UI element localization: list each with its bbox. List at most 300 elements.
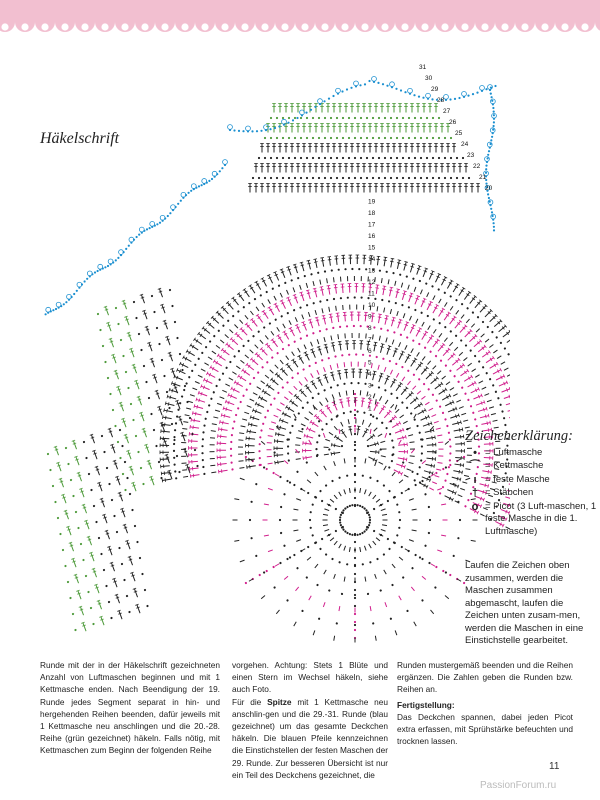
tall-stitch bbox=[129, 348, 135, 358]
chain-dot bbox=[346, 325, 348, 327]
chain-dot bbox=[265, 291, 268, 294]
single-stitch bbox=[422, 322, 424, 326]
scallop-dot bbox=[341, 23, 348, 30]
single-stitch bbox=[204, 363, 208, 366]
round-number-label: 9 bbox=[368, 313, 372, 321]
single-stitch bbox=[427, 361, 430, 365]
tall-stitch bbox=[393, 468, 403, 475]
chain-dot bbox=[338, 269, 340, 271]
tall-stitch bbox=[296, 144, 300, 153]
single-stitch bbox=[344, 489, 346, 494]
chain-dot bbox=[457, 537, 460, 540]
chain-dot bbox=[294, 157, 296, 159]
chain-dot bbox=[266, 361, 269, 364]
chain-dot bbox=[203, 473, 206, 476]
round-number-label: 18 bbox=[368, 210, 376, 217]
chain-dot bbox=[464, 344, 467, 347]
chain-dot bbox=[492, 129, 494, 131]
chain-dot bbox=[259, 443, 261, 445]
chain-dot bbox=[278, 125, 280, 127]
chain-dot bbox=[470, 405, 473, 408]
tall-stitch bbox=[497, 325, 506, 334]
chain-dot bbox=[190, 190, 192, 192]
chain-dot bbox=[191, 433, 194, 436]
single-stitch bbox=[309, 596, 312, 600]
chain-dot bbox=[346, 531, 349, 534]
chain-dot bbox=[97, 270, 99, 272]
chain-dot bbox=[266, 409, 269, 412]
tall-stitch bbox=[502, 330, 510, 338]
single-stitch bbox=[317, 339, 319, 344]
chain-dot bbox=[259, 294, 262, 297]
tall-stitch bbox=[308, 184, 312, 193]
chain-dot bbox=[179, 353, 182, 356]
single-stitch bbox=[411, 349, 413, 353]
tall-stitch bbox=[403, 354, 411, 364]
tall-stitch bbox=[280, 300, 287, 310]
chain-dot bbox=[428, 506, 431, 509]
chain-dot bbox=[426, 117, 428, 119]
scallop-dot bbox=[321, 23, 328, 30]
single-stitch bbox=[313, 630, 315, 635]
tall-stitch bbox=[447, 407, 457, 414]
chain-dot bbox=[231, 468, 234, 471]
single-stitch bbox=[411, 449, 414, 453]
round-number-label: 16 bbox=[368, 233, 376, 240]
chain-dot bbox=[167, 215, 169, 217]
tall-stitch bbox=[391, 421, 401, 429]
tall-stitch bbox=[104, 306, 110, 316]
single-stitch bbox=[422, 356, 425, 360]
single-stitch bbox=[324, 337, 325, 342]
chain-dot bbox=[296, 372, 299, 375]
chain-dot bbox=[252, 335, 255, 338]
tall-stitch bbox=[308, 124, 312, 133]
single-stitch bbox=[489, 344, 493, 347]
chain-dot bbox=[356, 504, 359, 507]
tall-stitch bbox=[190, 425, 199, 430]
chain-dot bbox=[414, 177, 416, 179]
single-stitch bbox=[369, 492, 372, 496]
single-stitch bbox=[232, 372, 236, 375]
chain-dot bbox=[331, 479, 334, 482]
chain-dot bbox=[491, 100, 493, 102]
tall-stitch bbox=[498, 381, 508, 388]
chain-dot bbox=[135, 435, 138, 438]
chain-dot bbox=[458, 97, 460, 99]
tall-stitch bbox=[286, 266, 292, 276]
chain-dot bbox=[389, 617, 392, 620]
chain-dot bbox=[300, 177, 302, 179]
chain-dot bbox=[230, 461, 232, 463]
single-stitch bbox=[268, 488, 273, 490]
chain-dot bbox=[364, 83, 366, 85]
chain-dot bbox=[354, 414, 356, 416]
chain-dot bbox=[361, 531, 364, 534]
tall-stitch bbox=[285, 405, 295, 413]
tall-stitch bbox=[186, 350, 196, 358]
tall-stitch bbox=[332, 184, 336, 193]
tall-stitch bbox=[341, 284, 345, 293]
single-stitch bbox=[409, 499, 414, 501]
single-stitch bbox=[410, 456, 415, 457]
tall-stitch bbox=[404, 124, 408, 133]
chain-dot bbox=[360, 157, 362, 159]
tall-stitch bbox=[296, 124, 300, 133]
picot-ring bbox=[202, 179, 207, 184]
chain-dot bbox=[314, 361, 317, 364]
chain-dot bbox=[400, 89, 402, 91]
tall-stitch bbox=[266, 184, 270, 193]
chain-dot bbox=[306, 177, 308, 179]
single-stitch bbox=[390, 370, 392, 375]
tall-stitch bbox=[308, 144, 312, 153]
tall-stitch bbox=[402, 261, 408, 271]
chain-dot bbox=[426, 137, 428, 139]
tall-stitch bbox=[326, 184, 330, 193]
tall-stitch bbox=[276, 334, 284, 343]
chain-dot bbox=[420, 117, 422, 119]
chain-dot bbox=[402, 137, 404, 139]
tall-stitch bbox=[314, 164, 318, 173]
single-stitch bbox=[411, 587, 414, 591]
chain-dot bbox=[209, 340, 212, 343]
tall-stitch bbox=[386, 144, 390, 153]
tall-stitch bbox=[370, 450, 379, 454]
instructions-column-2 bbox=[232, 659, 388, 781]
chain-dot bbox=[366, 177, 368, 179]
tall-stitch bbox=[389, 258, 394, 268]
chain-dot bbox=[454, 98, 456, 100]
chain-dot bbox=[282, 137, 284, 139]
chain-stitch-icon: • bbox=[473, 446, 477, 459]
tall-stitch bbox=[378, 405, 386, 414]
chain-dot bbox=[284, 281, 287, 284]
legend-label: = Luftmasche bbox=[485, 446, 543, 458]
tall-stitch bbox=[217, 441, 226, 445]
chain-dot bbox=[474, 354, 477, 357]
single-stitch bbox=[250, 350, 254, 353]
chain-dot bbox=[334, 507, 337, 510]
tall-stitch bbox=[470, 387, 480, 394]
round-number-label: 19 bbox=[368, 198, 376, 206]
tall-stitch bbox=[422, 184, 426, 193]
tall-stitch bbox=[189, 432, 198, 436]
chain-dot bbox=[287, 122, 289, 124]
chain-dot bbox=[342, 137, 344, 139]
chain-dot bbox=[439, 359, 442, 362]
single-stitch bbox=[275, 365, 278, 369]
scallop-dot bbox=[201, 23, 208, 30]
chain-dot bbox=[288, 117, 290, 119]
tall-stitch bbox=[150, 358, 156, 368]
single-stitch bbox=[307, 480, 311, 483]
tall-stitch bbox=[84, 520, 90, 530]
single-stitch bbox=[466, 319, 469, 323]
single-stitch bbox=[239, 468, 244, 469]
single-stitch bbox=[420, 290, 422, 295]
tall-stitch bbox=[410, 124, 414, 133]
tall-stitch bbox=[345, 341, 349, 350]
chain-dot bbox=[359, 533, 362, 536]
chain-dot bbox=[217, 329, 220, 332]
single-stitch bbox=[459, 352, 463, 355]
chain-dot bbox=[487, 154, 489, 156]
single-stitch bbox=[260, 340, 263, 344]
tall-stitch bbox=[241, 369, 250, 377]
chain-dot bbox=[414, 483, 417, 486]
single-stitch bbox=[315, 310, 316, 315]
chain-dot bbox=[330, 386, 333, 389]
chain-dot bbox=[302, 368, 305, 371]
chain-dot bbox=[189, 417, 192, 420]
tall-stitch bbox=[158, 288, 164, 298]
chain-dot bbox=[499, 341, 502, 344]
tall-stitch bbox=[99, 616, 105, 626]
tall-stitch bbox=[428, 124, 432, 133]
chain-dot bbox=[466, 307, 469, 310]
tall-stitch bbox=[360, 398, 365, 407]
tall-stitch bbox=[165, 336, 171, 346]
tall-stitch bbox=[160, 443, 169, 447]
tall-stitch bbox=[434, 382, 443, 390]
single-stitch bbox=[256, 307, 259, 311]
single-stitch bbox=[493, 350, 497, 353]
chain-dot bbox=[288, 459, 291, 462]
chain-dot bbox=[388, 466, 391, 469]
chain-dot bbox=[202, 459, 204, 461]
scallop-dot bbox=[181, 23, 188, 30]
chain-dot bbox=[491, 136, 493, 138]
chain-dot bbox=[75, 511, 78, 514]
tall-stitch bbox=[407, 293, 413, 303]
tall-stitch bbox=[380, 144, 384, 153]
chain-dot bbox=[388, 490, 391, 493]
chain-dot bbox=[350, 382, 352, 384]
chain-dot bbox=[150, 413, 153, 416]
tall-stitch bbox=[237, 293, 245, 302]
single-stitch bbox=[395, 405, 397, 410]
tall-stitch bbox=[302, 449, 311, 453]
tall-stitch bbox=[64, 510, 70, 520]
chain-dot bbox=[475, 425, 478, 428]
tall-stitch bbox=[383, 375, 390, 385]
chain-dot bbox=[230, 448, 232, 450]
scallop-band bbox=[0, 0, 600, 22]
tall-stitch bbox=[258, 396, 268, 404]
single-stitch bbox=[257, 387, 261, 390]
chain-dot bbox=[384, 137, 386, 139]
single-stitch bbox=[265, 375, 269, 378]
single-stitch bbox=[271, 422, 276, 424]
chain-dot bbox=[169, 289, 172, 292]
tall-stitch bbox=[450, 414, 460, 420]
single-stitch bbox=[320, 280, 321, 285]
tall-stitch bbox=[323, 374, 330, 384]
tall-stitch bbox=[260, 164, 264, 173]
tall-stitch bbox=[74, 574, 80, 584]
chain-dot bbox=[380, 327, 383, 330]
chain-dot bbox=[401, 304, 404, 307]
single-stitch bbox=[300, 285, 302, 290]
single-stitch bbox=[454, 347, 458, 351]
tall-stitch bbox=[201, 385, 211, 392]
chain-dot bbox=[321, 499, 324, 502]
tall-stitch bbox=[314, 124, 318, 133]
single-stitch bbox=[422, 576, 426, 579]
single-stitch bbox=[362, 420, 363, 425]
tall-stitch bbox=[275, 373, 284, 382]
single-stitch bbox=[277, 409, 281, 411]
chain-dot bbox=[432, 318, 435, 321]
round-number-label: 4 bbox=[368, 371, 372, 378]
tall-stitch bbox=[383, 410, 392, 419]
tall-stitch bbox=[446, 164, 450, 173]
chain-dot bbox=[428, 561, 431, 564]
chain-dot bbox=[414, 553, 417, 556]
chain-dot bbox=[321, 359, 324, 362]
chain-dot bbox=[242, 306, 245, 309]
tall-stitch bbox=[343, 312, 347, 321]
tall-stitch bbox=[344, 369, 349, 378]
chain-dot bbox=[237, 310, 240, 313]
tall-stitch bbox=[109, 338, 115, 348]
tall-stitch bbox=[336, 313, 341, 322]
chain-dot bbox=[382, 484, 385, 487]
chain-dot bbox=[321, 428, 324, 431]
tall-stitch bbox=[74, 456, 80, 466]
chain-dot bbox=[257, 371, 260, 374]
single-stitch bbox=[414, 414, 417, 418]
single-stitch bbox=[461, 315, 464, 319]
tall-stitch bbox=[317, 346, 323, 356]
chain-dot bbox=[300, 157, 302, 159]
tall-stitch bbox=[440, 164, 444, 173]
chain-dot bbox=[431, 98, 433, 100]
chain-dot bbox=[286, 381, 289, 384]
tall-stitch bbox=[356, 144, 360, 153]
chain-dot bbox=[259, 457, 261, 459]
chain-dot bbox=[257, 330, 260, 333]
single-stitch bbox=[472, 369, 476, 372]
single-stitch bbox=[407, 381, 410, 385]
chain-dot bbox=[450, 177, 452, 179]
chain-dot bbox=[104, 266, 106, 268]
chain-dot bbox=[351, 504, 354, 507]
tall-stitch bbox=[296, 184, 300, 193]
chain-dot bbox=[339, 516, 342, 519]
chain-dot bbox=[354, 444, 356, 446]
chain-dot bbox=[438, 137, 440, 139]
single-stitch bbox=[324, 466, 327, 470]
chain-dot bbox=[501, 410, 504, 413]
chain-dot bbox=[146, 605, 149, 608]
round-number-label: 20 bbox=[485, 185, 493, 192]
single-stitch bbox=[412, 509, 417, 510]
chain-dot bbox=[264, 137, 266, 139]
tall-stitch bbox=[344, 164, 348, 173]
round-number-label: 14 bbox=[368, 256, 376, 263]
picot-ring bbox=[228, 125, 233, 130]
chain-dot bbox=[136, 236, 138, 238]
single-stitch bbox=[286, 356, 289, 360]
chain-dot bbox=[211, 178, 213, 180]
chain-dot bbox=[218, 378, 221, 381]
chain-dot bbox=[354, 441, 356, 443]
chain-dot bbox=[117, 441, 120, 444]
tall-stitch bbox=[434, 273, 441, 283]
single-stitch bbox=[190, 395, 195, 397]
tall-stitch bbox=[348, 255, 352, 264]
chain-dot bbox=[317, 392, 320, 395]
tall-stitch bbox=[366, 434, 375, 442]
chain-dot bbox=[130, 403, 133, 406]
tall-stitch bbox=[297, 355, 305, 365]
single-stitch bbox=[294, 622, 297, 626]
chain-dot bbox=[312, 177, 314, 179]
chain-dot bbox=[362, 354, 364, 356]
tall-stitch bbox=[444, 494, 454, 501]
chain-dot bbox=[176, 337, 179, 340]
chain-dot bbox=[360, 177, 362, 179]
tall-stitch bbox=[377, 314, 382, 324]
picot-ring bbox=[336, 88, 341, 93]
tall-stitch bbox=[250, 415, 260, 421]
tall-stitch bbox=[133, 588, 139, 598]
single-stitch bbox=[329, 307, 330, 312]
tall-stitch bbox=[193, 338, 202, 346]
single-stitch bbox=[295, 317, 297, 322]
chain-dot bbox=[323, 100, 325, 102]
chain-dot bbox=[202, 466, 204, 468]
chain-dot bbox=[389, 433, 392, 436]
tall-stitch bbox=[404, 144, 408, 153]
single-stitch bbox=[379, 462, 383, 464]
chain-dot bbox=[106, 467, 109, 470]
tall-stitch bbox=[59, 478, 65, 488]
chain-dot bbox=[318, 617, 321, 620]
chain-dot bbox=[242, 344, 245, 347]
chain-dot bbox=[487, 157, 489, 159]
tall-stitch bbox=[290, 144, 294, 153]
chain-dot bbox=[359, 504, 362, 507]
tall-stitch bbox=[274, 453, 283, 457]
tall-stitch bbox=[453, 469, 463, 474]
chain-dot bbox=[201, 351, 204, 354]
chain-dot bbox=[455, 334, 458, 337]
chain-dot bbox=[300, 117, 302, 119]
chain-dot bbox=[229, 360, 232, 363]
single-stitch bbox=[432, 482, 437, 484]
picot-ring bbox=[480, 86, 485, 91]
tall-stitch bbox=[168, 352, 174, 362]
tall-stitch bbox=[94, 584, 100, 594]
tall-stitch bbox=[402, 322, 409, 332]
chain-dot bbox=[426, 177, 428, 179]
chain-dot bbox=[428, 475, 431, 478]
round-number-label: 11 bbox=[368, 290, 375, 298]
single-stitch bbox=[339, 392, 340, 397]
tall-stitch bbox=[395, 382, 403, 391]
chain-dot bbox=[173, 439, 176, 442]
chain-dot bbox=[287, 344, 290, 347]
single-stitch bbox=[349, 488, 350, 493]
chain-dot bbox=[354, 504, 356, 506]
tall-stitch bbox=[362, 144, 366, 153]
tall-stitch bbox=[191, 418, 201, 423]
single-stitch bbox=[244, 412, 249, 414]
chain-dot bbox=[173, 463, 175, 465]
